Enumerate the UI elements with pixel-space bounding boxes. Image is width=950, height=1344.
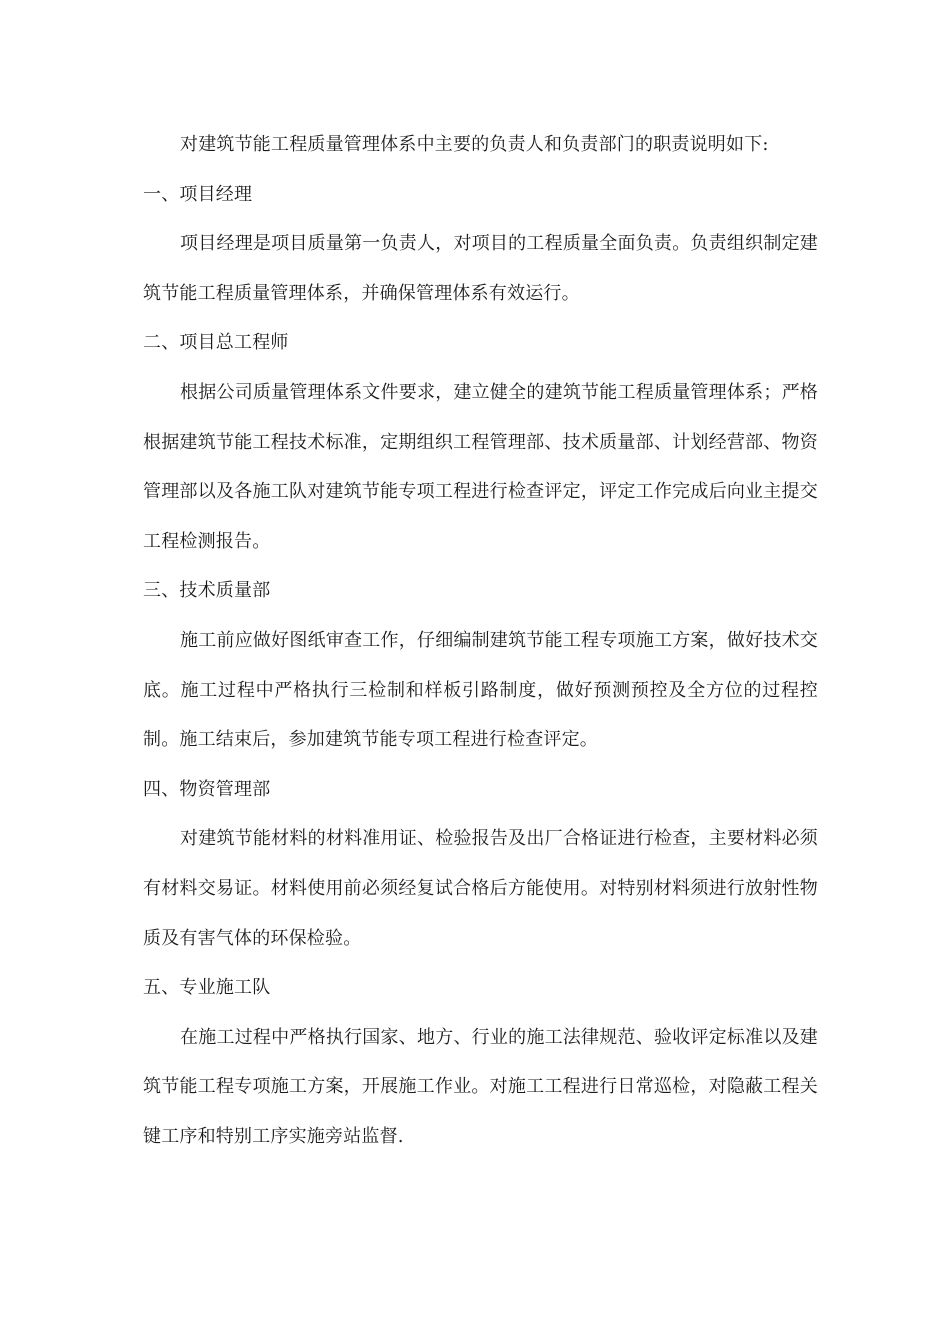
section-materials-dept — [143, 765, 818, 963]
section-heading: 五、专业施工队 — [143, 977, 271, 999]
section-heading: 二、项目总工程师 — [143, 332, 289, 354]
section-heading: 四、物资管理部 — [143, 778, 271, 800]
document-body — [143, 120, 818, 1161]
section-heading: 一、项目经理 — [143, 183, 253, 205]
section-paragraph: 项目经理是项目质量第一负责人，对项目的工程质量全面负责。负责组织制定建筑节能工程质量管理体系，并确保管理体系有效运行。 — [143, 233, 818, 304]
section-paragraph: 施工前应做好图纸审查工作，仔细编制建筑节能工程专项施工方案，做好技术交底。施工过程中严格执行三检制和样板引路制度，做好预测预控及全方位的过程控制。施工结束后，参加建筑节能专项工程进行检查评定。 — [143, 629, 818, 751]
section-project-manager — [143, 170, 818, 319]
section-chief-engineer — [143, 318, 818, 566]
section-paragraph: 根据公司质量管理体系文件要求，建立健全的建筑节能工程质量管理体系；严格根据建筑节能工程技术标准，定期组织工程管理部、技术质量部、计划经营部、物资管理部以及各施工队对建筑节能专项工程进行检查评定，评定工作完成后向业主提交工程检测报告。 — [143, 381, 818, 552]
section-technical-quality-dept — [143, 566, 818, 764]
section-paragraph: 在施工过程中严格执行国家、地方、行业的施工法律规范、验收评定标准以及建筑节能工程专项施工方案，开展施工作业。对施工工程进行日常巡检，对隐蔽工程关键工序和特别工序实施旁站监督. — [143, 1026, 818, 1147]
section-heading: 三、技术质量部 — [143, 580, 271, 602]
intro-paragraph: 对建筑节能工程质量管理体系中主要的负责人和负责部门的职责说明如下: — [180, 134, 769, 155]
section-construction-team — [143, 963, 818, 1161]
section-paragraph: 对建筑节能材料的材料准用证、检验报告及出厂合格证进行检查，主要材料必须有材料交易证。材料使用前必须经复试合格后方能使用。对特别材料须进行放射性物质及有害气体的环保检验。 — [143, 828, 818, 949]
